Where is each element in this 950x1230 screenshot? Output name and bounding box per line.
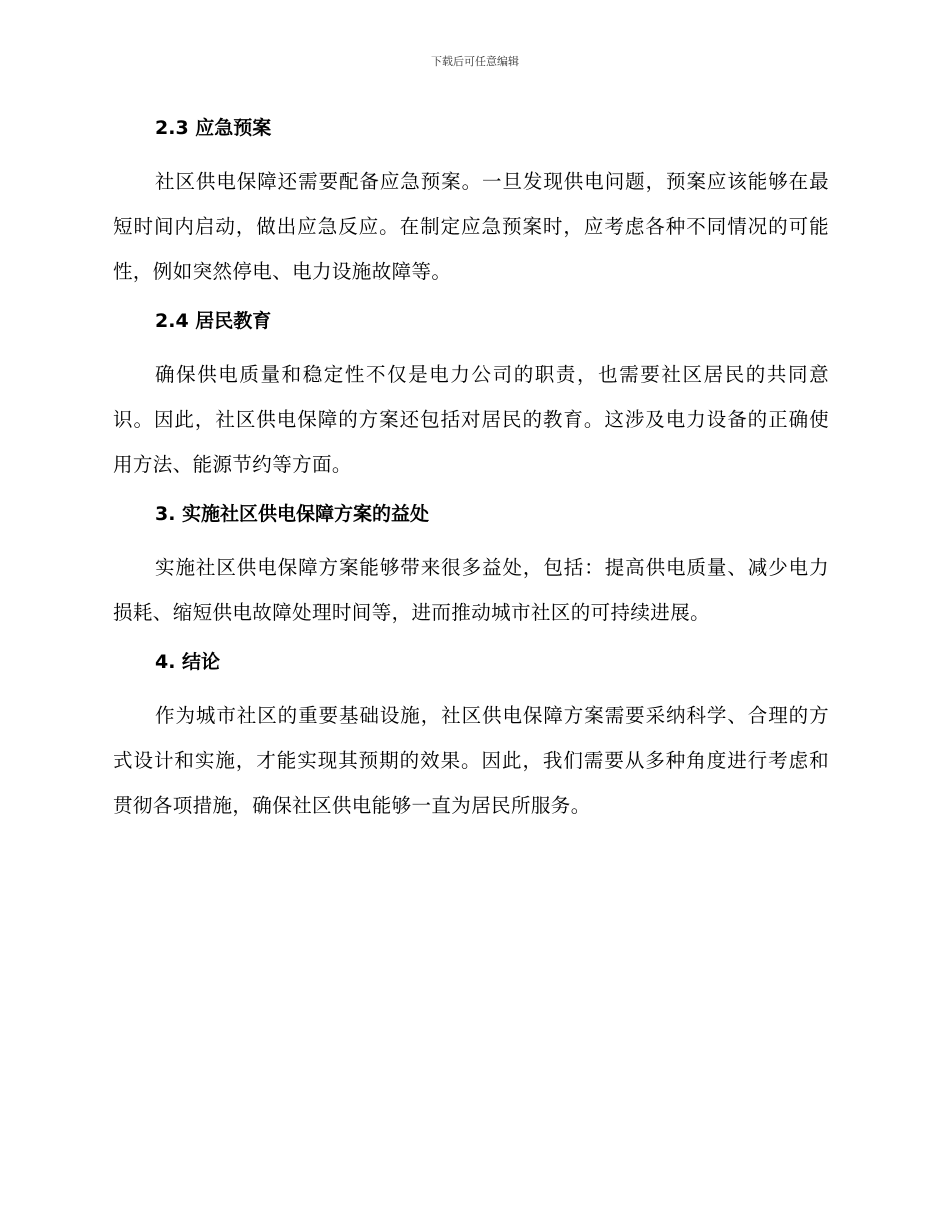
section-benefits <box>113 499 829 635</box>
page-header: 下载后可任意编辑 <box>431 55 519 68</box>
section-heading: 3. 实施社区供电保障方案的益处 <box>155 503 430 525</box>
section-paragraph: 确保供电质量和稳定性不仅是电力公司的职责，也需要社区居民的共同意识。因此，社区供电保障的方案还包括对居民的教育。这涉及电力设备的正确使用方法、能源节约等方面。 <box>113 363 829 476</box>
section-conclusion <box>113 647 829 828</box>
document-body <box>113 113 829 840</box>
section-emergency-plan <box>113 113 829 294</box>
section-paragraph: 作为城市社区的重要基础设施，社区供电保障方案需要采纳科学、合理的方式设计和实施，才能实现其预期的效果。因此，我们需要从多种角度进行考虑和贯彻各项措施，确保社区供电能够一直为居民所服务。 <box>113 704 829 817</box>
section-paragraph: 社区供电保障还需要配备应急预案。一旦发现供电问题，预案应该能够在最短时间内启动，做出应急反应。在制定应急预案时，应考虑各种不同情况的可能性，例如突然停电、电力设施故障等。 <box>113 170 829 283</box>
section-heading: 2.3 应急预案 <box>155 117 272 139</box>
section-resident-education <box>113 306 829 487</box>
section-heading: 4. 结论 <box>155 651 221 673</box>
section-paragraph: 实施社区供电保障方案能够带来很多益处，包括：提高供电质量、减少电力损耗、缩短供电故障处理时间等，进而推动城市社区的可持续进展。 <box>113 556 829 624</box>
section-heading: 2.4 居民教育 <box>155 310 272 332</box>
